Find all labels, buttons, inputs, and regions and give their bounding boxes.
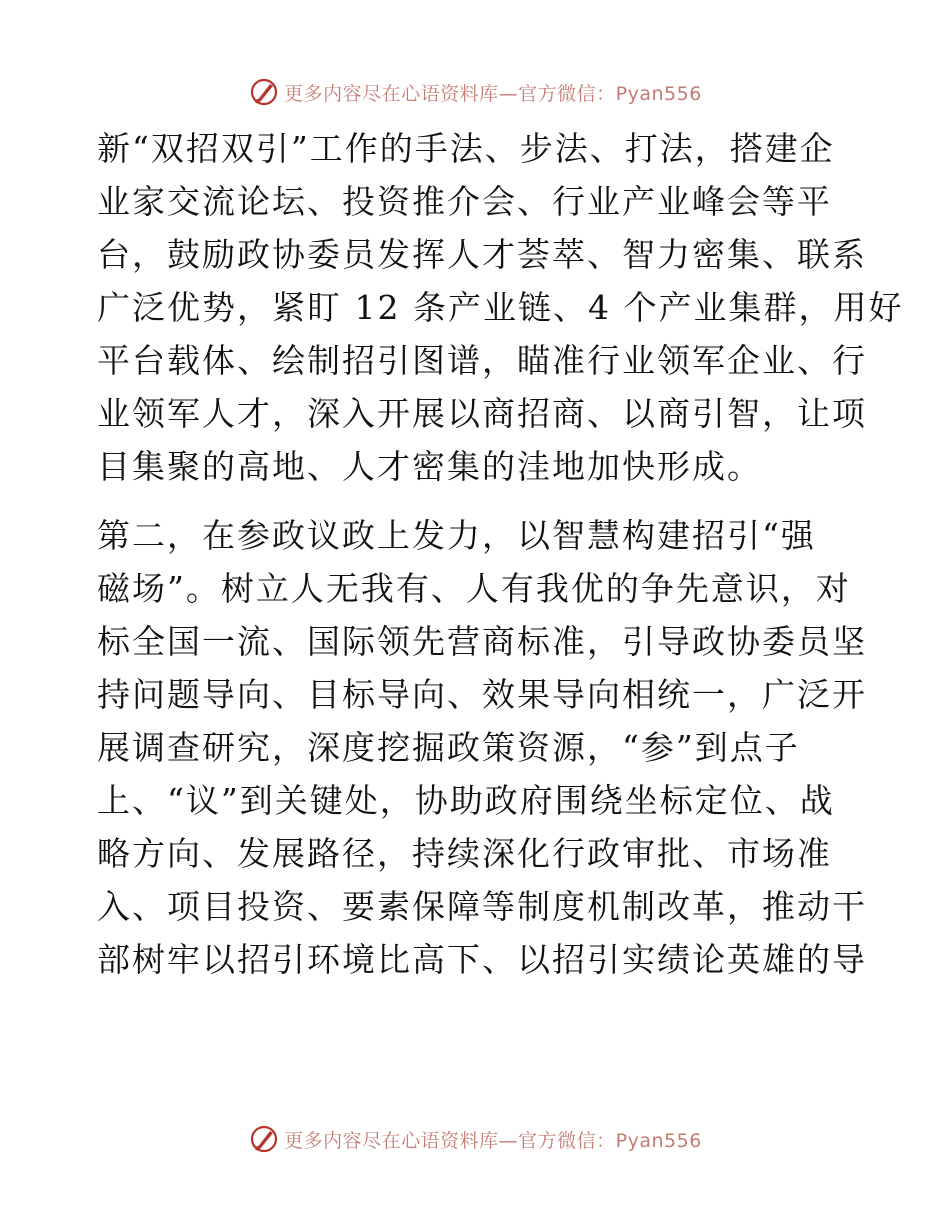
paragraph-spacer [97, 493, 857, 509]
text-line: 台，鼓励政协委员发挥人才荟萃、智力密集、联系 [97, 235, 867, 274]
text-line: 平台载体、绘制招引图谱，瞄准行业领军企业、行 [97, 341, 867, 380]
text-line: 略方向、发展路径，持续深化行政审批、市场准 [97, 834, 832, 873]
text-line: 业家交流论坛、投资推介会、行业产业峰会等平 [97, 182, 832, 221]
text-line: 目集聚的高地、人才密集的洼地加快形成。 [97, 447, 762, 486]
header-watermark-banner [0, 72, 950, 112]
text-line: 新“双招双引”工作的手法、步法、打法，搭建企 [97, 129, 835, 168]
quill-pen-circle-icon [248, 76, 280, 108]
document-body [97, 122, 904, 986]
text-line: 标全国一流、国际领先营商标准，引导政协委员坚 [97, 622, 867, 661]
text-line: 持问题导向、目标导向、效果导向相统一，广泛开 [97, 675, 867, 714]
quill-pen-circle-icon [248, 1123, 280, 1155]
text-line: 第二，在参政议政上发力，以智慧构建招引“强 [97, 516, 816, 555]
paragraph-2 [97, 509, 867, 986]
text-line: 上、“议”到关键处，协助政府围绕坐标定位、战 [97, 781, 835, 820]
text-line: 入、项目投资、要素保障等制度机制改革，推动干 [97, 887, 867, 926]
text-line: 磁场”。树立人无我有、人有我优的争先意识，对 [97, 569, 851, 608]
header-banner-text: 更多内容尽在心语资料库—官方微信：Pyan556 [284, 82, 702, 105]
text-line: 部树牢以招引环境比高下、以招引实绩论英雄的导 [97, 940, 867, 979]
footer-watermark-banner [0, 1119, 950, 1159]
text-line: 展调查研究，深度挖掘政策资源，“参”到点子 [97, 728, 800, 767]
paragraph-1 [97, 122, 904, 493]
text-line: 广泛优势，紧盯 12 条产业链、4 个产业集群，用好 [97, 288, 904, 327]
text-line: 业领军人才，深入开展以商招商、以商引智，让项 [97, 394, 867, 433]
footer-banner-text: 更多内容尽在心语资料库—官方微信：Pyan556 [284, 1129, 702, 1152]
